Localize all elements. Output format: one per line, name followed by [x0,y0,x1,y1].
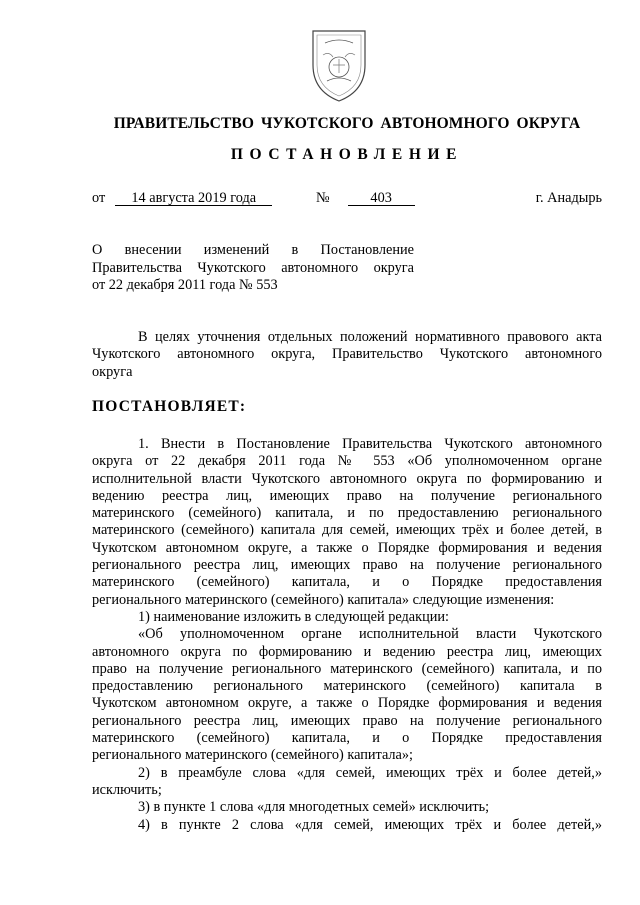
body-line: округа от 22 декабря 2011 года № 553 «Об уполномоченном органе [92,453,602,470]
document-type-title: ПОСТАНОВЛЕНИЕ [230,146,464,163]
decree-number [316,190,415,207]
subject-line: Правительства Чукотского автономного округа [92,259,414,276]
preamble-line: округа [92,363,133,380]
decree-body [92,436,602,834]
preamble [92,329,602,381]
body-line: регионального реестра лиц, имеющих право на получение регионального [92,712,602,729]
body-line: Чукотском автономном округе, а также о Порядке формирования и ведения [92,695,602,712]
decree-date [92,190,272,207]
decree-city: г. Анадырь [535,190,602,206]
body-line: право на получение регионального материнского (семейного) капитала, и по [92,660,602,677]
date-label: от [92,190,106,206]
body-line: 3) в пункте 1 слова «для многодетных семей» исключить; [138,799,490,816]
body-line: 1) наименование изложить в следующей редакции: [138,608,449,625]
coat-of-arms-icon [303,25,375,105]
body-line: регионального материнского (семейного) капитала»; [92,747,414,764]
body-line: 4) в пункте 2 слова «для семей, имеющих трёх и более детей,» [138,816,602,833]
body-line: предоставлению регионального материнского (семейного) капитала в [92,678,602,695]
preamble-line: В целях уточнения отдельных положений нормативного правового акта [138,329,602,345]
body-line: материнского (семейного) капитала, и по предоставлению регионального [92,505,602,522]
body-line: материнского (семейного) капитала для семей, имеющих трёх и более детей, в [92,522,602,539]
body-line: ведению реестра лиц, имеющих право на получение регионального [92,487,602,504]
subject-line: от 22 декабря 2011 года № 553 [92,277,278,293]
body-line: исполнительной власти Чукотского автономного округа по формированию и [92,470,602,487]
preamble-line: Чукотского автономного округа, Правительство Чукотского автономного [92,346,602,363]
body-line: 2) в преамбуле слова «для семей, имеющих трёх и более детей,» [138,764,602,781]
number-label: № [316,190,330,206]
body-line: исключить; [92,781,162,798]
subject-line: О внесении изменений в Постановление [92,242,414,258]
body-line: регионального реестра лиц, имеющих право на получение регионального [92,557,602,574]
government-title: ПРАВИТЕЛЬСТВО ЧУКОТСКОГО АВТОНОМНОГО ОКРУГА [113,115,581,132]
body-line: регионального материнского (семейного) капитала» следующие изменения: [92,591,555,608]
body-line: 1. Внести в Постановление Правительства Чукотского автономного [138,436,602,452]
body-line: «Об уполномоченном органе исполнительной власти Чукотского [138,626,602,643]
decree-subject [92,242,414,295]
date-value: 14 августа 2019 года [115,191,272,206]
number-value: 403 [348,191,415,206]
resolves-heading: ПОСТАНОВЛЯЕТ: [92,398,247,415]
body-line: материнского (семейного) капитала, и о Порядке предоставления [92,730,602,747]
body-line: материнского (семейного) капитала, и о Порядке предоставления [92,574,602,591]
body-line: Чукотском автономном округе, а также о Порядке формирования и ведения [92,539,602,556]
body-line: автономного округа по формированию и ведению реестра лиц, имеющих [92,643,602,660]
